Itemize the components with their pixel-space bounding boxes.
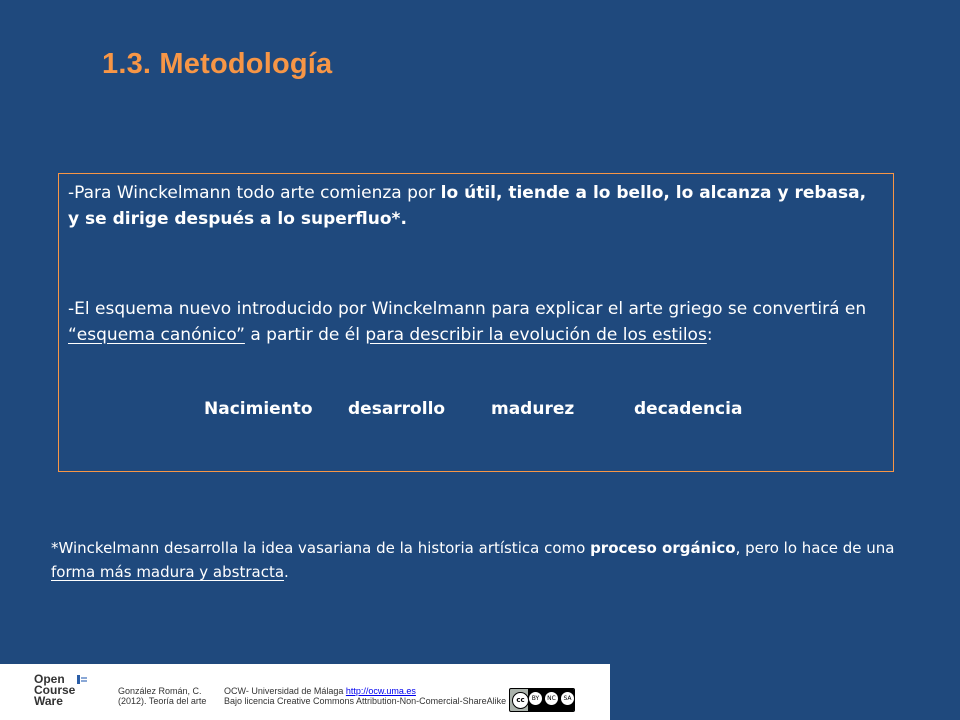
ocw-link[interactable]: http://ocw.uma.es	[345, 686, 416, 696]
cc-icon: cc	[512, 692, 529, 709]
stage-madurez: madurez	[491, 399, 575, 419]
logo-word-ware: Ware	[34, 694, 63, 708]
note-text: *Winckelmann desarrolla la idea vasariana de la historia artística como	[51, 539, 591, 557]
slide-title: 1.3. Metodología	[102, 48, 333, 80]
creative-commons-badge	[509, 688, 575, 712]
nc-icon: NC	[544, 691, 559, 706]
p1-text: -Para Winckelmann todo arte comienza por	[68, 183, 441, 203]
opencourseware-logo	[34, 674, 94, 714]
p2-middle-text: a partir de él	[244, 325, 366, 345]
p2-suffix: :	[706, 325, 713, 345]
p2-text: -El esquema nuevo introducido por Winckelmann para explicar el arte griego se convertirá en	[68, 299, 867, 319]
footer-bar	[0, 664, 610, 720]
paragraph-2	[68, 296, 883, 348]
content-box	[58, 173, 894, 472]
note-suffix: .	[284, 563, 289, 581]
by-icon: BY	[528, 691, 543, 706]
note-underline: forma más madura y abstracta	[51, 563, 285, 581]
author-credit	[118, 686, 206, 706]
p2-underline-canonical: “esquema canónico”	[68, 325, 245, 345]
license-info	[224, 686, 506, 706]
stage-decadencia: decadencia	[634, 399, 743, 419]
stages-row	[204, 399, 742, 419]
footnote	[51, 536, 911, 584]
license-prefix: OCW- Universidad de Málaga	[224, 686, 346, 696]
ocw-mark-icon	[74, 674, 90, 686]
license-line-1	[224, 686, 506, 696]
sa-icon: SA	[560, 691, 575, 706]
author-line-1: González Román, C.	[118, 686, 202, 696]
license-line-2: Bajo licencia Creative Commons Attribution-Non-Comercial-ShareAlike	[224, 696, 507, 706]
stage-desarrollo: desarrollo	[348, 399, 446, 419]
paragraph-1	[68, 180, 883, 232]
author-line-2: (2012). Teoría del arte	[118, 696, 207, 706]
note-bold: proceso orgánico	[590, 539, 736, 557]
stage-nacimiento: Nacimiento	[204, 399, 313, 419]
note-middle: , pero lo hace de una	[735, 539, 895, 557]
cc-icons	[528, 691, 575, 706]
logo-word-open: Open	[34, 672, 65, 686]
p2-underline-evolution: para describir la evolución de los estilos	[365, 325, 707, 345]
logo-word-course: Course	[34, 683, 76, 697]
p1-bold-text: lo útil, tiende a lo bello, lo alcanza y rebasa, y se dirige después a lo superfluo*.	[68, 183, 867, 229]
